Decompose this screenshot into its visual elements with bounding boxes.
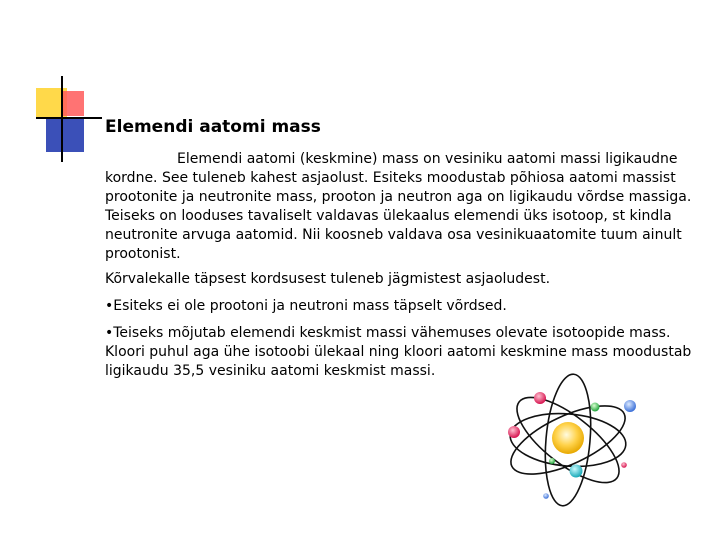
- decor-blue-square: [46, 118, 84, 152]
- bullet-first: •Esiteks ei ole prootoni ja neutroni mass täpselt võrdsed.: [105, 298, 507, 314]
- decor-vertical-line: [61, 76, 63, 162]
- atom-icon: [494, 368, 642, 518]
- slide-body: [105, 150, 705, 389]
- slide-title: Elemendi aatomi mass: [105, 117, 321, 137]
- bullet-second: •Teiseks mõjutab elemendi keskmist massi vähemuses olevate isotoopide mass. Kloori puhul aga ühe isotoobi ülekaal ning kloori aatomi keskmine mass moodustab ligikaudu 35,5 vesiniku aatomi keskmist massi.: [105, 325, 692, 379]
- decor-red-square: [62, 91, 84, 116]
- paragraph-deviation: Kõrvalekalle täpsest kordsusest tuleneb jägmistest asjaoludest.: [105, 271, 551, 287]
- decor-horizontal-line: [36, 117, 102, 119]
- paragraph-intro: Elemendi aatomi (keskmine) mass on vesiniku aatomi massi ligikaudne kordne. See tuleneb kahest asjaolust. Esiteks moodustab põhiosa aatomi massist prootonite ja neutronite mass, prooton ja neutron aga on ligikaudu võrdse massiga. Teiseks on looduses tavaliselt valdavas ülekaalus elemendi üks isotoop, st kindla neutronite arvuga aatomid. Nii koosneb valdava osa vesinikuaatomite tuum ainult prootonist.: [105, 151, 692, 262]
